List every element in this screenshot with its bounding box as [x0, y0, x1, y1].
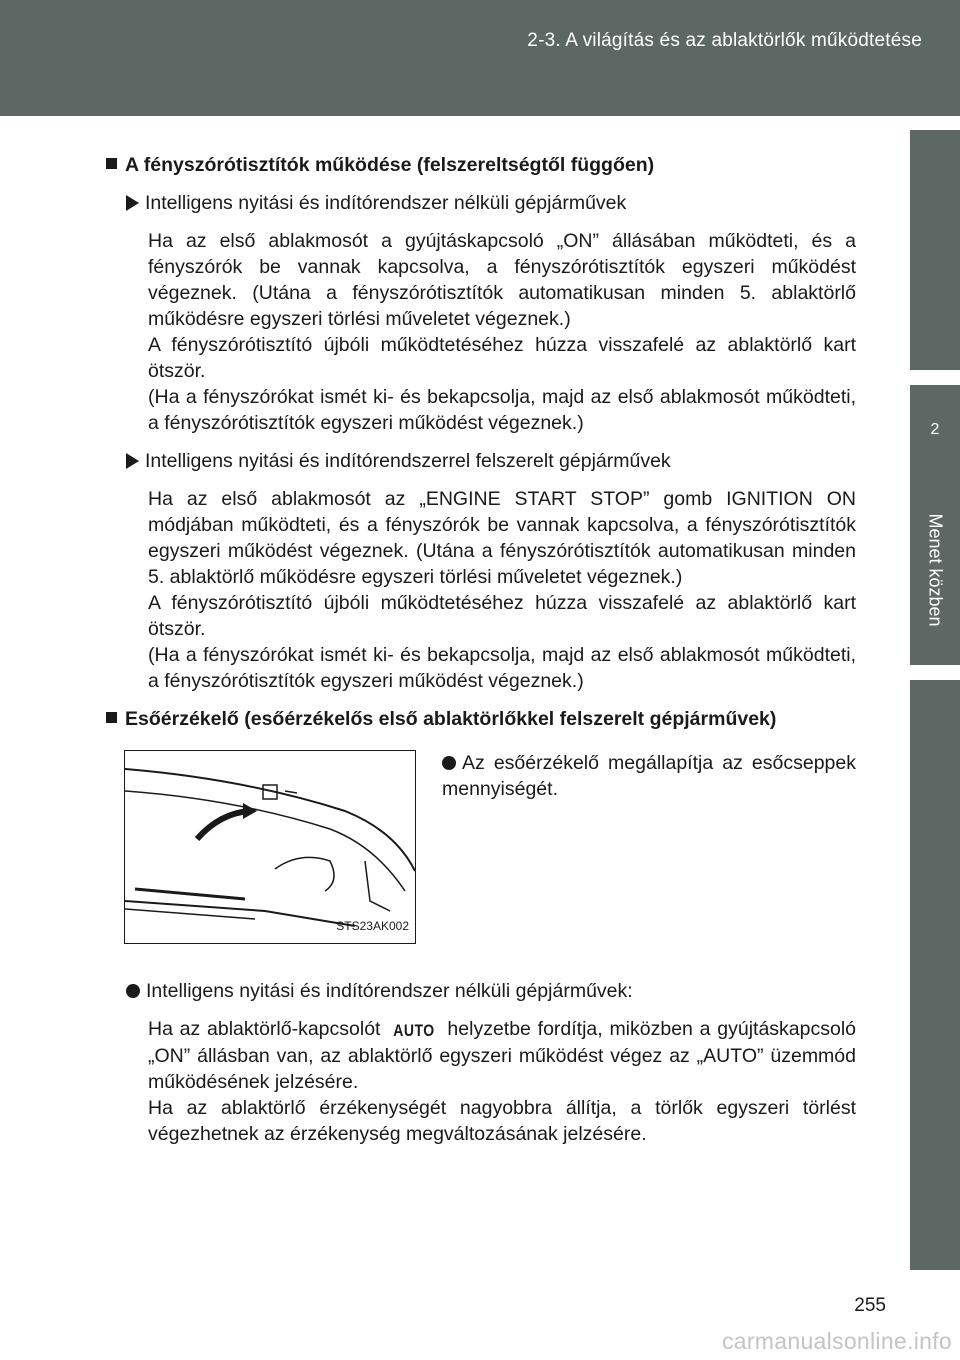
- page-content: [106, 152, 856, 1147]
- paragraph: A fényszórótisztító újbóli működtetéséhez húzza visszafelé az ablaktörlő kart ötször.: [148, 334, 856, 382]
- triangle-bullet-icon: [126, 195, 139, 211]
- side-tab-label-text: Menet közben: [925, 513, 946, 627]
- paragraph: (Ha a fényszórókat ismét ki- és bekapcsolja, majd az első ablakmosót működteti, a fényszórótisztítók egyszeri működést végeznek.): [148, 644, 856, 692]
- side-tab-number: 2: [910, 385, 960, 475]
- bullet-icon: [126, 984, 140, 998]
- side-tab-label: [910, 475, 960, 665]
- paragraph: (Ha a fényszórókat ismét ki- és bekapcsolja, majd az első ablakmosót működteti, a fényszórótisztítók egyszeri működést végeznek.): [148, 386, 856, 434]
- sub-heading-without-smart-key: Intelligens nyitási és indítórendszer nélküli gépjárművek: [126, 190, 856, 216]
- section-heading-rain-sensor: Esőérzékelő (esőérzékelős első ablaktörlőkkel felszerelt gépjárművek): [106, 706, 856, 732]
- header-bar: [0, 0, 960, 116]
- paragraph: Ha az ablaktörlő érzékenységét nagyobbra állítja, a törlők egyszeri törlést végezhetnek az érzékenység megváltozásának jelzésére.: [148, 1097, 856, 1145]
- paragraph: A fényszórótisztító újbóli működtetéséhez húzza visszafelé az ablaktörlő kart ötször.: [148, 592, 856, 640]
- page-number: 255: [854, 1295, 886, 1316]
- rain-sensor-block: [106, 750, 856, 962]
- side-tab-top: [910, 130, 960, 370]
- windshield-illustration: [124, 750, 416, 944]
- paragraph: Ha az első ablakmosót a gyújtáskapcsoló „ON” állásában működteti, és a fényszórók be vannak kapcsolva, a fényszórótisztítók egyszeri működést végeznek. (Utána a fényszórótisztítók automatikusan minden 5. ablaktörlő működésre egyszeri törlési műveletet végeznek.): [148, 230, 856, 330]
- watermark: carmanualsonline.info: [721, 1328, 952, 1354]
- figure-code: STS23AK002: [336, 919, 409, 933]
- side-tab-bottom: [910, 680, 960, 1270]
- paragraph: Ha az első ablakmosót az „ENGINE START STOP” gomb IGNITION ON módjában működteti, és a fényszórók be vannak kapcsolva, a fényszórótisztítók egyszeri működést végeznek. (Utána a fényszórótisztítók automatikusan minden 5. ablaktörlő működésre egyszeri törlési műveletet végeznek.): [148, 488, 856, 588]
- auto-mode-paragraph: Ha az ablaktörlő-kapcsolót AUTO helyzetbe fordítja, miközben a gyújtáskapcsoló „ON” állásban van, az ablaktörlő egyszeri működést végez az „AUTO” üzemmód működésének jelzésére.: [148, 1016, 856, 1095]
- auto-icon: AUTO: [393, 1020, 435, 1040]
- chapter-title: 2-3. A világítás és az ablaktörlők működtetése: [527, 30, 922, 51]
- square-bullet-icon: [106, 712, 117, 723]
- square-bullet-icon: [106, 158, 117, 169]
- bullet-icon: [442, 756, 456, 770]
- sensor-note: Az esőérzékelő megállapítja az esőcseppek mennyiségét.: [442, 752, 856, 800]
- triangle-bullet-icon: [126, 453, 139, 469]
- bullet-without-smart-key: Intelligens nyitási és indítórendszer nélküli gépjárművek:: [126, 978, 856, 1004]
- section-heading-headlamp-cleaners: A fényszórótisztítók működése (felszereltségtől függően): [106, 152, 856, 178]
- sub-heading-with-smart-key: Intelligens nyitási és indítórendszerrel felszerelt gépjárművek: [126, 448, 856, 474]
